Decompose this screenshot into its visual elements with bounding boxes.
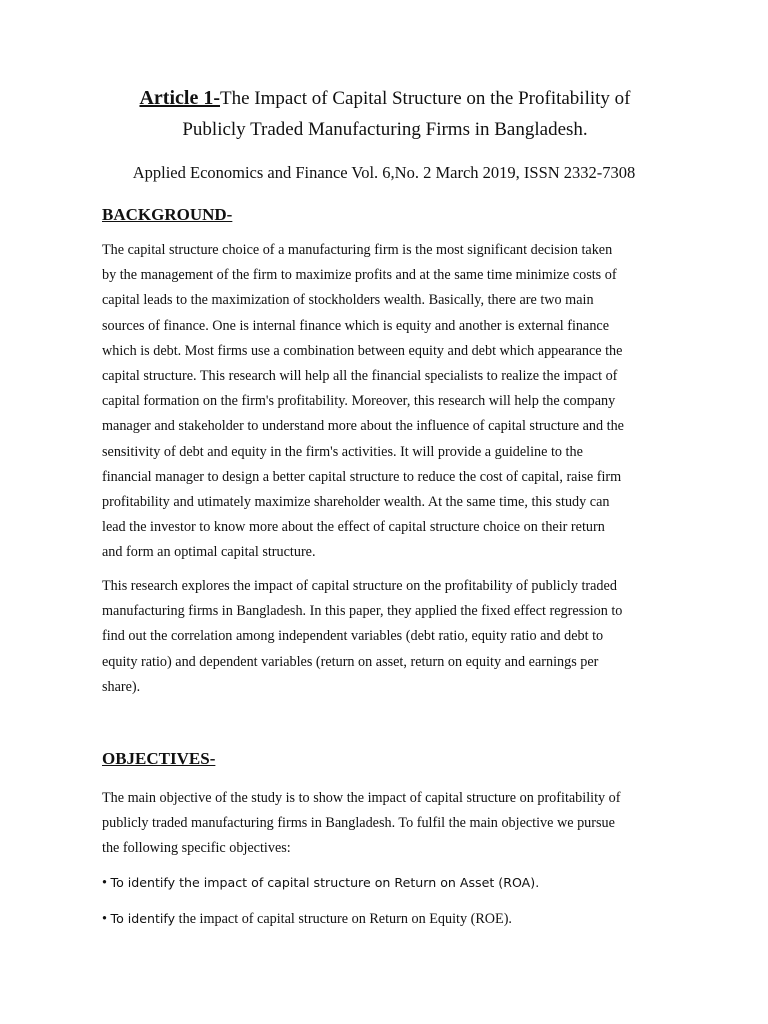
text-line: equity ratio) and dependent variables (return on asset, return on equity and earnings per	[102, 653, 599, 670]
text-line: publicly traded manufacturing firms in Bangladesh. To fulfil the main objective we pursue	[102, 815, 615, 832]
title-line-2: Publicly Traded Manufacturing Firms in Bangladesh.	[182, 119, 588, 140]
article-number-label: Article 1-	[139, 87, 220, 109]
bullet-text-part-1: To identify	[110, 911, 176, 926]
text-line: financial manager to design a better capital structure to reduce the cost of capital, raise firm	[102, 468, 622, 485]
text-line: The capital structure choice of a manufacturing firm is the most significant decision taken	[102, 242, 613, 258]
journal-citation: Applied Economics and Finance Vol. 6,No. 2 March 2019, ISSN 2332-7308	[132, 163, 636, 182]
text-line: and form an optimal capital structure.	[102, 544, 316, 561]
objectives-heading: OBJECTIVES-	[102, 749, 216, 768]
bullet-text: To identify the impact of capital structure on Return on Asset (ROA).	[110, 875, 540, 890]
text-line: which is debt. Most firms use a combination between equity and debt which appearance the	[102, 342, 623, 359]
text-line: the following specific objectives:	[102, 840, 291, 857]
objective-bullet-roe	[102, 909, 512, 929]
objectives-intro	[102, 786, 676, 862]
text-line: manufacturing firms in Bangladesh. In this paper, they applied the fixed effect regression to	[102, 603, 623, 620]
background-paragraph-2	[102, 574, 676, 700]
text-line: This research explores the impact of capital structure on the profitability of publicly traded	[102, 578, 617, 594]
background-heading: BACKGROUND-	[102, 205, 233, 224]
text-line: sources of finance. One is internal finance which is equity and another is external finance	[102, 317, 610, 334]
text-line: find out the correlation among independent variables (debt ratio, equity ratio and debt to	[102, 628, 604, 645]
bullet-marker: •	[102, 875, 107, 891]
text-line: capital formation on the firm's profitability. Moreover, this research will help the company	[102, 393, 616, 410]
text-line: capital leads to the maximization of stockholders wealth. Basically, there are two main	[102, 292, 594, 309]
text-line: lead the investor to know more about the effect of capital structure choice on their return	[102, 519, 605, 536]
text-line: manager and stakeholder to understand more about the influence of capital structure and the	[102, 418, 624, 435]
text-line: by the management of the firm to maximize profits and at the same time minimize costs of	[102, 267, 617, 284]
article-title	[90, 83, 680, 145]
text-line: The main objective of the study is to show the impact of capital structure on profitability of	[102, 790, 621, 806]
background-paragraph-1	[102, 238, 676, 566]
objective-bullet-roa	[102, 873, 539, 893]
text-line: profitability and utimately maximize shareholder wealth. At the same time, this study can	[102, 494, 610, 511]
bullet-text-part-2: the impact of capital structure on Return on Equity (ROE).	[178, 911, 512, 927]
text-line: share).	[102, 678, 141, 695]
title-line-1: The Impact of Capital Structure on the Profitability of	[220, 88, 631, 109]
text-line: capital structure. This research will help all the financial specialists to realize the impact of	[102, 368, 618, 385]
bullet-marker: •	[102, 911, 107, 927]
text-line: sensitivity of debt and equity in the firm's activities. It will provide a guideline to the	[102, 443, 583, 460]
